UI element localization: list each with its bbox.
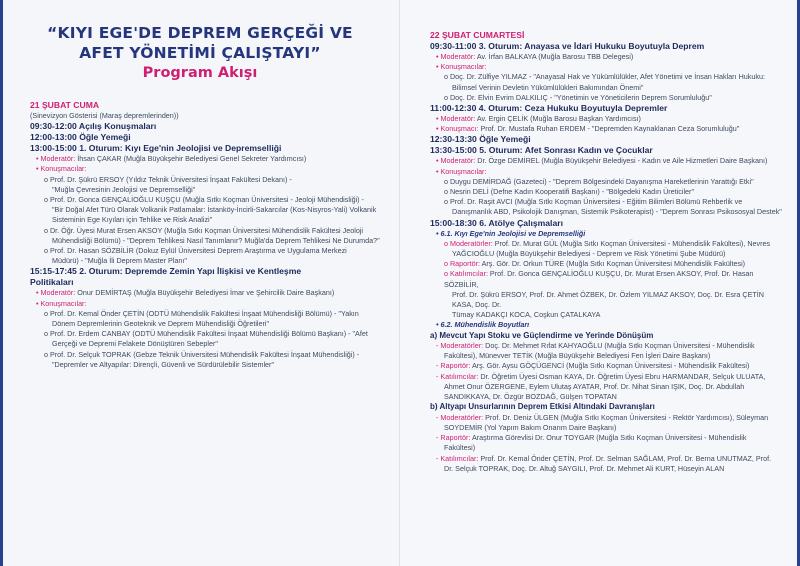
right-line bbox=[430, 259, 785, 269]
left-line: Dönem Depremlerinin Geoteknik ve Deprem Mühendisliği Öğretileri" bbox=[52, 319, 270, 329]
right-line: Dr. Selçuk TOPRAK, Doç. Dr. Altuğ SAYGILI, Prof. Dr. Mehmet Ali KURT, Hüseyin ALAN bbox=[444, 463, 725, 473]
right-line bbox=[430, 372, 785, 382]
role-label: o Katılımcılar: bbox=[444, 269, 488, 279]
right-line: • 6.1. Kıyı Ege'nin Jeolojisi ve Depremselliği bbox=[436, 228, 586, 238]
left-line: o Prof. Dr. Erdem CANBAY (ODTÜ Mühendislik Fakültesi İnşaat Mühendisliği Bölümü Başkanı) - "Afet bbox=[44, 329, 368, 339]
right-line: 12:30-13:30 Öğle Yemeği bbox=[430, 134, 531, 145]
program-subtitle: Program Akışı bbox=[142, 65, 258, 81]
role-text: Prof. Dr. Kemal Önder ÇETİN, Prof. Dr. Selman SAĞLAM, Prof. Dr. Berna UNUTMAZ, Prof. bbox=[478, 453, 772, 463]
role-label: • Konuşmacılar: bbox=[36, 298, 87, 308]
right-line bbox=[430, 167, 785, 177]
right-line: Fakültesi) bbox=[444, 443, 476, 453]
right-line bbox=[430, 361, 785, 371]
role-label: • Moderatör: bbox=[436, 114, 476, 124]
role-label: - Raportör: bbox=[436, 361, 471, 371]
role-label: o Moderatörler: bbox=[444, 238, 493, 248]
title-line-2: AFET YÖNETİMİ ÇALIŞTAYI” bbox=[79, 44, 321, 62]
right-line bbox=[430, 62, 785, 72]
role-label: • Moderatör: bbox=[436, 52, 476, 61]
right-line bbox=[430, 413, 785, 423]
right-line: o Doç. Dr. Zülfiye YILMAZ - "Anayasal Hak ve Yükümlülükler, Afet Yönetimi ve İnsan Hakları Hukuku: bbox=[444, 72, 765, 82]
right-line bbox=[430, 239, 785, 249]
left-line: Müdürü) - "Muğla İli Deprem Master Planı" bbox=[52, 256, 187, 266]
right-line: SANDIKKAYA, Dr. Özgür BOZDAĞ, Gülşen TOPATAN bbox=[444, 392, 617, 402]
right-line: Tümay KADAKÇI KOCA, Coşkun ÇATALKAYA bbox=[452, 310, 601, 320]
right-line bbox=[430, 52, 785, 62]
day-heading-friday: 21 ŞUBAT CUMA bbox=[30, 100, 100, 110]
right-line bbox=[430, 124, 785, 134]
role-label: • Konuşmacılar: bbox=[36, 164, 87, 174]
left-line bbox=[30, 288, 388, 298]
right-line bbox=[430, 433, 785, 443]
left-line: "Bir Doğal Afet Türü Olarak Volkanik Patlamalar: İstanköy-İncirli-Sakarcılar (Kos-Nisyros-Yali) Volkanik bbox=[52, 205, 377, 215]
right-line bbox=[430, 454, 785, 464]
role-text: Araştırma Görevlisi Dr. Onur TOYGAR (Muğla Sıtkı Koçman Üniversitesi - Mühendislik bbox=[470, 433, 747, 443]
left-lines bbox=[30, 111, 388, 370]
right-line: o Duygu DEMİRDAĞ (Gazeteci) - "Deprem Bölgesindeki Dayanışma Hareketlerinin Yarattığı Etki" bbox=[444, 176, 754, 186]
right-line: 13:30-15:00 5. Oturum: Afet Sonrası Kadın ve Çocuklar bbox=[430, 145, 653, 156]
left-line: o Dr. Öğr. Üyesi Murat Ersen AKSOY (Muğla Sıtkı Koçman Üniversitesi Mühendislik Fakültesi Jeoloji bbox=[44, 225, 364, 235]
right-line: o Prof. Dr. Raşit AVCI (Muğla Sıtkı Koçman Üniversitesi - Eğitim Bilimleri Bölümü Rehberlik ve bbox=[444, 197, 743, 207]
left-line: o Prof. Dr. Hasan SÖZBİLİR (Dokuz Eylül Üniversitesi Deprem Araştırma ve Uygulama Merkezi bbox=[44, 246, 347, 256]
right-line: a) Mevcut Yapı Stoku ve Güçlendirme ve Yerinde Dönüşüm bbox=[430, 330, 654, 340]
left-line: o Prof. Dr. Gonca GENÇALİOĞLU KUŞÇU (Muğla Sıtkı Koçman Üniversitesi - Jeoloji Mühendisliği) - bbox=[44, 195, 364, 205]
role-text: Doç. Dr. Mehmet Rıfat KAHYAOĞLU (Muğla Sıtkı Koçman Üniversitesi - Mühendislik bbox=[483, 341, 755, 351]
role-text: Arş. Gör. Dr. Orkun TÜRE (Muğla Sıtkı Koçman Üniversitesi Mühendislik Fakültesi) bbox=[479, 259, 746, 269]
left-line: (Sinevizyon Gösterisi (Maraş depremlerinden)) bbox=[30, 111, 179, 120]
left-line: 13:00-15:00 1. Oturum: Kıyı Ege'nin Jeolojisi ve Depremselliği bbox=[30, 143, 282, 154]
left-line: 15:15-17:45 2. Oturum: Depremde Zemin Yapı İlişkisi ve Kentleşme bbox=[30, 266, 302, 277]
right-line: Danışmanlık ABD, Psikolojik Danışman, Sistemik Psikoterapist) - "Deprem Sonrası Psikososyal Destek" bbox=[452, 207, 782, 217]
role-label: • Moderatör: bbox=[436, 156, 476, 166]
right-line: o Nesrin DELİ (Defne Kadın Kooperatifi Başkanı) - "Bölgedeki Kadın Üreticiler" bbox=[444, 187, 694, 197]
left-line: 12:00-13:00 Öğle Yemeği bbox=[30, 132, 131, 143]
left-line bbox=[30, 164, 388, 174]
role-label: • Moderatör: bbox=[36, 288, 76, 298]
right-line: Bilimsel Verinin Devletin Yükümlülükleri Bakımından Önemi" bbox=[452, 82, 644, 92]
role-label: • Konuşmacı: bbox=[436, 124, 479, 134]
left-line: Gerçeği ve Depremi Felakete Dönüştüren Sebepler" bbox=[52, 339, 218, 349]
right-line: 15:00-18:30 6. Atölye Çalışmaları bbox=[430, 217, 563, 228]
title-line-1: “KIYI EGE'DE DEPREM GERÇEĞİ VE bbox=[47, 24, 353, 42]
role-text: Onur DEMİRTAŞ (Muğla Büyükşehir Belediyesi İmar ve Şehircilik Daire Başkanı) bbox=[75, 288, 335, 298]
role-label: - Moderatörler: bbox=[436, 412, 484, 422]
left-line bbox=[30, 154, 388, 164]
role-text: Av. Ergin ÇELİK (Muğla Barosu Başkan Yardımcısı) bbox=[475, 114, 641, 124]
right-line bbox=[430, 114, 785, 124]
left-line: o Prof. Dr. Selçuk TOPRAK (Gebze Teknik Üniversitesi Mühendislik Fakültesi İnşaat Mühendisliği) - bbox=[44, 349, 360, 359]
role-text: Av. İrfan BALKAYA (Muğla Barosu TBB Delegesi) bbox=[475, 52, 634, 61]
role-text: Arş. Gör. Aysu GÖÇÜGENCİ (Muğla Sıtkı Koçman Üniversitesi - Mühendislik Fakültesi) bbox=[470, 361, 750, 371]
role-label: - Raportör: bbox=[436, 433, 471, 443]
role-label: - Katılımcılar: bbox=[436, 453, 479, 463]
left-line: o Prof. Dr. Kemal Önder ÇETİN (ODTÜ Mühendislik Fakültesi İnşaat Mühendisliği Bölümü) - "Yakın bbox=[44, 308, 359, 318]
right-line: Ahmet Onur ÖZERGENE, Eylem Ulutaş AYATAR, Prof. Dr. Nihat Sinan IŞIK, Doç. Dr. Abdullah bbox=[444, 381, 745, 391]
left-line: 09:30-12:00 Açılış Konuşmaları bbox=[30, 121, 157, 132]
right-line: 11:00-12:30 4. Oturum: Ceza Hukuku Boyutuyla Depremler bbox=[430, 103, 668, 114]
right-line bbox=[430, 269, 785, 289]
role-label: - Katılımcılar: bbox=[436, 371, 479, 381]
left-line: "Depremler ve Altyapılar: Dirençli, Güvenli ve Sürdürülebilir Sistemler" bbox=[52, 359, 275, 369]
role-label: o Raportör: bbox=[444, 259, 480, 269]
role-text: Prof. Dr. Mustafa Ruhan ERDEM - "Depremden Kaynaklanan Ceza Sorumluluğu" bbox=[478, 124, 740, 134]
left-line: Sisteminin Ege Kıyıları için Tehlike ve Risk Analizi" bbox=[52, 215, 213, 225]
role-text: Prof. Dr. Deniz ÜLGEN (Muğla Sıtkı Koçman Üniversitesi - Rektör Yardımcısı), Süleyman bbox=[483, 412, 769, 422]
right-line: Fakültesi), Münevver TETİK (Muğla Büyükşehir Belediyesi Fen İşleri Daire Başkanı) bbox=[444, 351, 711, 361]
left-line bbox=[30, 299, 388, 309]
left-line: "Muğla Çevresinin Jeolojisi ve Depremselliği" bbox=[52, 184, 196, 194]
role-text: Dr. Özge DEMİREL (Muğla Büyükşehir Belediyesi - Kadın ve Aile Hizmetleri Daire Başkanı) bbox=[475, 156, 768, 166]
left-edge-bar bbox=[0, 0, 3, 566]
right-line: b) Altyapı Unsurlarının Deprem Etkisi Altındaki Davranışları bbox=[430, 402, 655, 412]
right-line bbox=[430, 341, 785, 351]
right-line: Prof. Dr. Şükrü ERSOY, Prof. Dr. Ahmet ÖZBEK, Dr. Özlem YILMAZ AKSOY, Doç. Dr. Esra ÇETİN KASA, Doç. Dr. bbox=[452, 289, 764, 310]
role-text: İhsan ÇAKAR (Muğla Büyükşehir Belediyesi Genel Sekreter Yardımcısı) bbox=[75, 154, 307, 164]
right-line: • 6.2. Mühendislik Boyutları bbox=[436, 320, 530, 330]
role-text: Prof. Dr. Murat GÜL (Muğla Sıtkı Koçman Üniversitesi - Mühendislik Fakültesi), Nevres bbox=[492, 238, 771, 248]
role-label: - Moderatörler: bbox=[436, 341, 484, 351]
right-line: SOYDEMİR (Yol Yapım Bakım Onarım Daire Başkanı) bbox=[444, 422, 617, 432]
role-label: • Konuşmacılar: bbox=[436, 62, 487, 72]
role-text: Prof. Dr. Gonca GENÇALİOĞLU KUŞÇU, Dr. Murat Ersen AKSOY, Prof. Dr. Hasan SÖZBİLİR, bbox=[444, 269, 754, 289]
right-line: 09:30-11:00 3. Oturum: Anayasa ve İdari Hukuku Boyutuyla Deprem bbox=[430, 41, 705, 51]
role-label: • Konuşmacılar: bbox=[436, 166, 487, 176]
role-text: Dr. Öğretim Üyesi Osman KAYA, Dr. Öğretim Üyesi Ebru HARMANDAR, Selçuk ULUATA, bbox=[478, 371, 766, 381]
role-label: • Moderatör: bbox=[36, 154, 76, 164]
day-heading-saturday: 22 ŞUBAT CUMARTESİ bbox=[430, 30, 525, 40]
left-line: o Prof. Dr. Şükrü ERSOY (Yıldız Teknik Üniversitesi İnşaat Fakültesi Dekanı) - bbox=[44, 174, 292, 184]
right-line bbox=[430, 156, 785, 166]
right-lines bbox=[430, 41, 785, 474]
left-schedule bbox=[30, 100, 388, 370]
left-line: Mühendisliği Bölümü) - "Deprem Tehlikesi Nasıl Tanımlanır? Muğla'da Deprem Tehlikesi Ne Durumda?" bbox=[52, 235, 380, 245]
right-line: o Doç. Dr. Elvin Evrim DALKILIÇ - "Yönetimin ve Yöneticilerin Deprem Sorumluluğu" bbox=[444, 92, 712, 102]
right-schedule bbox=[430, 30, 785, 474]
left-line: Politikaları bbox=[30, 277, 74, 288]
right-line: YAĞCIOĞLU (Muğla Büyükşehir Belediyesi - Deprem ve Risk Yönetimi Şube Müdürü) bbox=[452, 249, 726, 259]
